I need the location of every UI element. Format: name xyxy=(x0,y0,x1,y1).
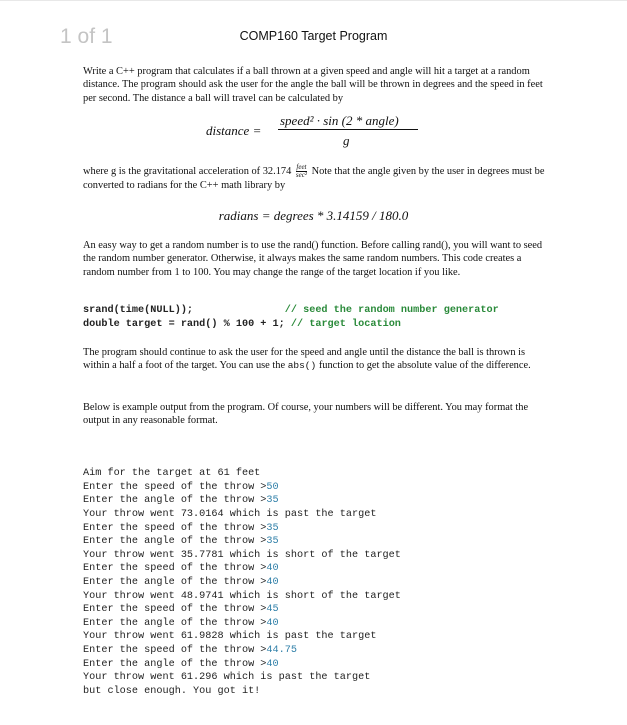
document-title: COMP160 Target Program xyxy=(239,29,388,43)
fraction-bar xyxy=(278,129,418,130)
intro-paragraph: Write a C++ program that calculates if a ball thrown at a given speed and angle will hit a target at a random distance. The program should ask the user for the angle the ball will be thrown in degrees and the speed in feet per second. The distance a ball will travel can be calculated by xyxy=(83,66,543,104)
code-comment: // target location xyxy=(290,318,401,330)
user-input-value: 40 xyxy=(266,658,279,670)
formula-numerator: speed² · sin (2 * angle) xyxy=(280,113,399,128)
user-input-value: 40 xyxy=(266,617,279,629)
user-input-value: 50 xyxy=(266,481,279,493)
output-text: Your throw went 35.7781 which is short of the target xyxy=(83,549,401,561)
output-text: Enter the angle of the throw > xyxy=(83,495,267,507)
output-line xyxy=(83,590,401,604)
formula-lhs: distance = xyxy=(206,123,262,138)
code-pad xyxy=(193,305,285,316)
output-line xyxy=(83,522,401,536)
output-text: Enter the speed of the throw > xyxy=(83,522,267,534)
output-line xyxy=(83,617,401,631)
output-line xyxy=(83,630,401,644)
output-text: Enter the speed of the throw > xyxy=(83,563,267,575)
output-text: Enter the speed of the throw > xyxy=(83,604,267,616)
radians-formula: radians = degrees * 3.14159 / 180.0 xyxy=(218,208,409,223)
output-line xyxy=(83,508,401,522)
example-intro-paragraph: Below is example output from the program. Of course, your numbers will be different. You may format the output in any reasonable format. xyxy=(83,402,529,427)
code-block xyxy=(83,304,499,331)
unit-top: feet xyxy=(296,163,307,171)
unit-bottom: sec² xyxy=(295,171,307,179)
output-line xyxy=(83,576,401,590)
output-text: Your throw went 48.9741 which is short of the target xyxy=(83,590,401,602)
abs-code: abs() xyxy=(287,360,317,372)
output-line xyxy=(83,658,401,672)
user-input-value: 35 xyxy=(266,495,279,507)
user-input-value: 45 xyxy=(266,604,279,616)
output-line xyxy=(83,603,401,617)
output-line xyxy=(83,562,401,576)
formula-denominator: g xyxy=(343,133,350,148)
output-line xyxy=(83,671,401,685)
output-line xyxy=(83,685,401,699)
output-line xyxy=(83,644,401,658)
output-text: Enter the angle of the throw > xyxy=(83,617,267,629)
output-text: but close enough. You got it! xyxy=(83,685,261,697)
output-line xyxy=(83,481,401,495)
code-text: srand(time(NULL)); xyxy=(83,305,194,316)
output-text: Enter the speed of the throw > xyxy=(83,644,267,656)
output-line xyxy=(83,549,401,563)
output-text: Enter the speed of the throw > xyxy=(83,481,267,493)
code-text: double target = rand() % 100 + 1; xyxy=(83,318,285,330)
output-text: Aim for the target at 61 feet xyxy=(83,468,261,480)
continue-paragraph xyxy=(83,346,546,373)
gravity-paragraph xyxy=(83,164,546,192)
output-text: Your throw went 73.0164 which is past the target xyxy=(83,508,377,520)
output-line xyxy=(83,467,401,481)
output-text: Enter the angle of the throw > xyxy=(83,576,267,588)
code-line xyxy=(83,318,499,332)
code-line xyxy=(83,304,499,318)
user-input-value: 35 xyxy=(266,522,279,534)
user-input-value: 40 xyxy=(266,576,279,588)
code-comment: // seed the random number generator xyxy=(284,305,499,316)
unit-fraction xyxy=(296,164,307,179)
user-input-value: 35 xyxy=(266,536,279,548)
output-text: Enter the angle of the throw > xyxy=(83,658,267,670)
example-output xyxy=(83,440,401,725)
continue-text-after: function to get the absolute value of the difference. xyxy=(318,360,531,372)
distance-formula xyxy=(200,113,440,158)
user-input-value: 44.75 xyxy=(266,644,297,656)
output-text: Your throw went 61.9828 which is past the target xyxy=(83,631,377,643)
output-line xyxy=(83,535,401,549)
output-text: Enter the angle of the throw > xyxy=(83,536,267,548)
user-input-value: 40 xyxy=(266,563,279,575)
page-indicator: 1 of 1 xyxy=(60,25,113,48)
output-text: Your throw went 61.296 which is past the target xyxy=(83,672,371,684)
output-line xyxy=(83,494,401,508)
gravity-text-before: where g is the gravitational acceleration of 32.174 xyxy=(83,165,292,177)
gravity-text-after: Note that the angle given by the user in degrees must be converted to radians for the C++ math library by xyxy=(83,165,545,191)
random-paragraph: An easy way to get a random number is to use the rand() function. Before calling rand(), you will want to seed the random number generator. Otherwise, it always makes the same random numbers. This code creates a random number from 1 to 100. You may change the range of the target location if you like. xyxy=(83,240,543,278)
continue-text-before: The program should continue to ask the user for the speed and angle until the distance the ball is thrown is within a half a foot of the target. You can use the xyxy=(83,347,526,372)
